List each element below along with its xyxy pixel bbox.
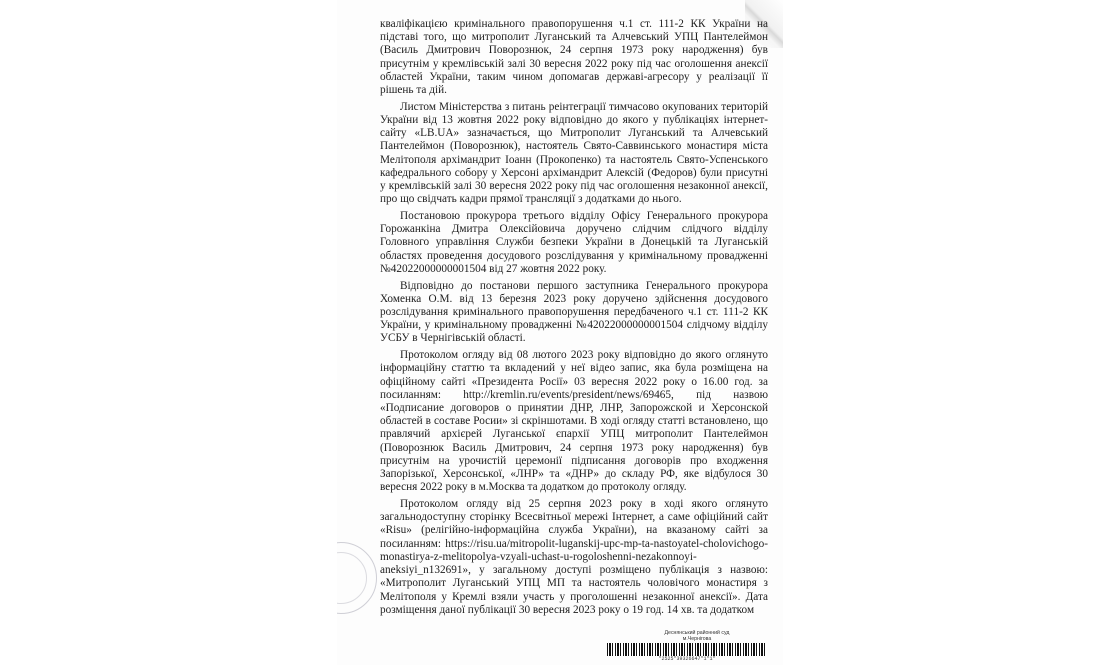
paragraph: Постановою прокурора третього відділу Офісу Генерального прокурора Горожанкіна Дмитра Олексійовича доручено слідчим слідчого відділу Головного управління Служби безпеки України в Донецькій та Луганській областях проведення досудового розслідування у кримінальному провадженні №42022000000001504 від 27 жовтня 2022 року. bbox=[380, 210, 768, 275]
court-name: Деснянський районний суд bbox=[664, 630, 730, 636]
paragraph: Листом Міністерства з питань реінтеграції тимчасово окупованих територій України від 13 жовтня 2022 року відповідно до якого у публікаціях інтернет-сайту «LB.UA» зазначається, що Митрополит Луганський та Алчевський Пантелеймон (Поворознюк), настоятель Свято-Саввинського монастиря міста Мелітополя архімандрит Іоанн (Прокопенко) та настоятель Свято-Успенського кафедрального собору у Херсоні архімандрит Алексій (Федоров) були присутні у кремлівській залі 30 вересня 2022 року під час оголошення незаконної анексії, про що свідчать кадри прямої трансляції з додатками до нього. bbox=[380, 100, 768, 206]
paragraph: Відповідно до постанови першого заступника Генерального прокурора Хоменка О.М. від 13 березня 2023 року доручено здійснення досудового розслідування кримінального правопорушення передбаченого ч.1 ст. 111-2 КК України, у кримінальному провадженні №42022000000001504 слідчому відділу УСБУ в Чернігівській області. bbox=[380, 279, 768, 345]
court-city: м.Чернігова bbox=[682, 636, 712, 642]
barcode-number: *2525*39326647*1*1* bbox=[658, 656, 716, 662]
barcode bbox=[607, 643, 767, 656]
court-label bbox=[627, 630, 767, 642]
document-body bbox=[380, 18, 768, 621]
document-page bbox=[337, 0, 783, 665]
paragraph: Протоколом огляду від 08 лютого 2023 року відповідно до якого оглянуто інформаційну статтю та вкладений у неї відео запис, яка була розміщена на офіційному сайті «Президента Росії» 03 вересня 2022 року о 16.00 год. за посиланням: http://kremlin.ru/events/president/news/69465, під назвою «Подписание договоров о принятии ДНР, ЛНР, Запорожской и Херсонской областей в составе Росии» зі скріншотами. В ході огляду статті встановлено, що правлячий архієрей Луганської єпархії УПЦ митрополит Пантелеймон (Поворознюк Василь Дмитрович, 24 серпня 1973 року народження) був присутнім на урочистій церемонії підписання договорів про входження Запорізької, Херсонської, «ЛНР» та «ДНР» до складу РФ, яке відбулося 30 вересня 2022 року в м.Москва та додатком до протоколу огляду. bbox=[380, 349, 768, 494]
paragraph: Протоколом огляду від 25 серпня 2023 року в ході якого оглянуто загальнодоступну сторінку Всесвітньої мережі Інтернет, а саме офіційний сайт «Risu» (релігійно-інформаційна служба України), на вказаному сайті за посиланням: https://risu.ua/mitropolit-luganskij-upc-mp-ta-nastoyatel-cholovichogo-monastirya-z-melitopolya-vzyali-uchast-u-rogoloshenni-nezakonnoyi-aneksiyi_n132691», у загальному доступі розміщено публікація з назвою: «Митрополит Луганський УПЦ МП та настоятель чоловічого монастиря з Мелітополя у Кремлі взяли участь у проголошенні незаконної анексії». Дата розміщення даної публікації 30 вересня 2023 року о 19 год. 14 хв. та додатком bbox=[380, 498, 768, 616]
paragraph: кваліфікацією кримінального правопорушення ч.1 ст. 111-2 КК України на підставі того, що митрополит Луганський та Алчевський УПЦ Пантелеймон (Василь Дмитрович Поворознюк, 24 серпня 1973 року народження) був присутнім у кремлівській залі 30 вересня 2022 року під час оголошення анексії областей України, таким чином допомагав державі-агресору у реалізації її рішень та дій. bbox=[380, 18, 768, 97]
